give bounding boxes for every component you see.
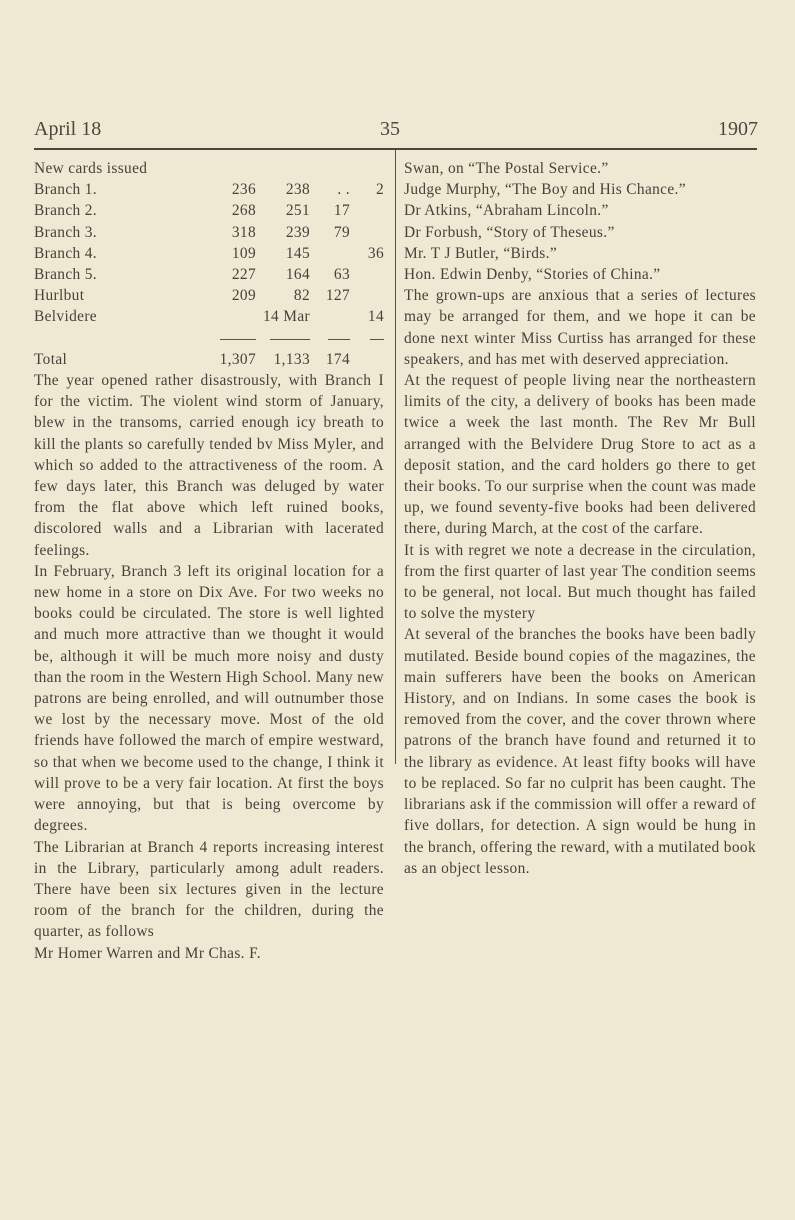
left-column [34,158,384,964]
paragraph: At the request of people living near the northeastern limits of the city, a delivery of books has been made twice a week the last month. The Rev Mr Bull arranged with the Belvidere Drug Store to act as a deposit station, and the card holders go there to get their books. To our surprise when the count was made up, we found seventy-five books had been delivered there, during March, at the cost of the carfare. [404,372,756,538]
table-row-total: Total 1,307 1,133 174 [34,350,350,368]
paragraph: Judge Murphy, “The Boy and His Chance.” [404,181,686,199]
paragraph: The grown-ups are anxious that a series of lectures may be arranged for them, and we hope it can be done next winter Miss Curtiss has arranged for these speakers, and has met with deserved appreciation. [404,287,756,368]
table-row: Branch 3. 318 239 79 [34,223,350,241]
paragraph: The Librarian at Branch 4 reports increasing interest in the Library, particularly among adult readers. There have been six lectures given in the lecture room of the branch for the children, during the quarter, as follows [34,838,384,941]
paragraph: Mr Homer Warren and Mr Chas. F. [34,944,261,962]
column-divider [395,150,396,764]
table-row: Belvidere 14 Mar 14 [34,308,384,326]
header-date: April 18 [34,118,102,140]
paragraph: Dr Atkins, “Abraham Lincoln.” [404,202,609,220]
paragraph: At several of the branches the books have been badly mutilated. Beside bound copies of the magazines, the main sufferers have been the books on American History, and on Indians. In some cases the book is removed from the cover, and the cover thrown where patrons of the branch have found and returned it to the library as evidence. At least fifty books will have to be replaced. So far no culprit has been caught. The librarians ask if the commission will offer a reward of five dollars, for detection. A sign would be hung in the branch, offering the reward, with a mutilated book as an object lesson. [404,626,756,877]
paragraph: Mr. T J Butler, “Birds.” [404,244,557,262]
paragraph: Dr Forbush, “Story of Theseus.” [404,223,615,241]
table-row: Branch 1. 236 238 . . 2 [34,181,384,199]
page-header [34,118,758,148]
page-number: 35 [380,118,400,140]
table-row: Branch 5. 227 164 63 [34,266,350,284]
paragraph: Swan, on “The Postal Service.” [404,160,609,177]
right-column [404,158,756,879]
header-year: 1907 [718,118,758,140]
table-row: Hurlbut 209 82 127 [34,287,350,305]
paragraph: Hon. Edwin Denby, “Stories of China.” [404,266,661,284]
stats-title: New cards issued [34,160,148,177]
total-separator [34,328,384,349]
paragraph: It is with regret we note a decrease in the circulation, from the first quarter of last year The condition seems to be general, not local. But much thought has failed to solve the mystery [404,541,756,623]
table-row: Branch 2. 268 251 17 [34,202,350,220]
table-row: Branch 4. 109 145 36 [34,244,384,262]
paragraph: In February, Branch 3 left its original location for a new home in a store on Dix Ave. For two weeks no books could be circulated. The store is well lighted and much more attractive than we thought it would be, although it will be much more noisy and dusty than the room in the Western High School. Many new patrons are being enrolled, and will outnumber those we lost by the necessary move. Most of the old friends have followed the march of empire westward, so that when we become used to the change, I think it will prove to be a very fair location. At first the boys were annoying, but that is being overcome by degrees. [34,562,384,835]
new-cards-table [34,179,384,370]
paragraph: The year opened rather disastrously, with Branch I for the victim. The violent wind storm of January, blew in the transoms, carried enough icy breath to kill the plants so carefully tended bv Miss Myler, and which so added to the attractiveness of the room. A few days later, this Branch was deluged by water from the flat above which left ruined books, discolored walls and a Librarian with lacerated feelings. [34,372,384,559]
